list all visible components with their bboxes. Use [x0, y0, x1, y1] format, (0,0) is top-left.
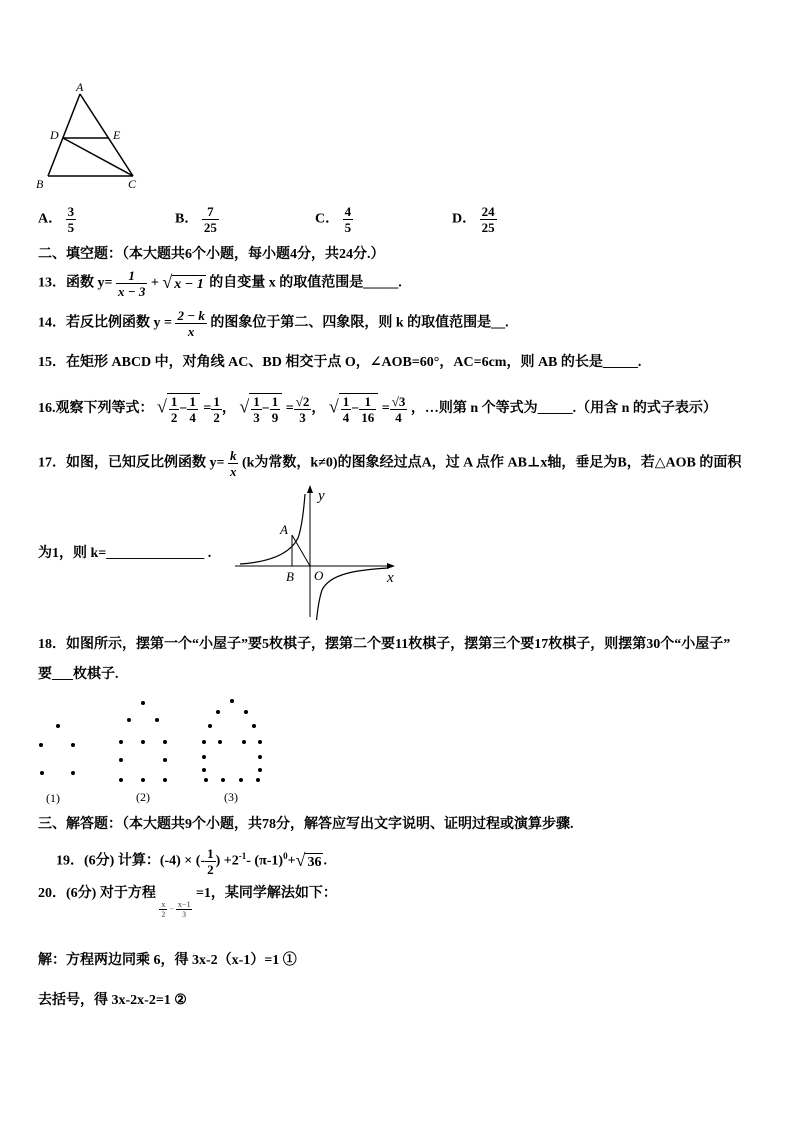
axis-x-label: x	[387, 570, 394, 586]
house-3	[202, 699, 262, 782]
house-2	[119, 701, 167, 782]
triangle-figure	[30, 80, 150, 195]
option-b: B． $\frac{7}{25}$	[175, 204, 217, 235]
dot-houses-figure	[30, 690, 280, 810]
section-3-heading: 三、解答题：（本大题共9个小题，共78分，解答应写出文字说明、证明过程或演算步骤.	[38, 817, 574, 832]
question-15: 15．在矩形 ABCD 中，对角线 AC、BD 相交于点 O，∠AOB=60°，AC=6cm，则 AB 的长是_____.	[38, 355, 642, 370]
option-c: C． $\frac{4}{5}$	[315, 204, 352, 235]
question-14: 14．若反比例函数 y = $\frac{2 - k}{x}$ 的图象位于第二、四象限，则 k 的取值范围是__.	[38, 308, 509, 339]
question-13: 13．函数 y= $\frac{1}{x - 3}$ + √ x − 1 的自变量 x 的取值范围是_____.	[38, 268, 402, 299]
label-C: C	[128, 177, 137, 191]
origin-label: O	[314, 568, 324, 583]
question-17-line1: 17．如图，已知反比例函数 y= $\frac{k}{x}$ (k为常数，k≠0)的图象经过点A，过 A 点作 AB⊥x轴，垂足为B，若△AOB 的面积	[38, 448, 742, 479]
house-1	[39, 724, 75, 775]
question-18-line1: 18．如图所示，摆第一个“小屋子”要5枚棋子，摆第二个要11枚棋子，摆第三个要17枚棋子，则摆第30个“小屋子”	[38, 637, 731, 652]
solution-line-1: 解：方程两边同乘 6，得 3x-2（x-1）=1 ①	[38, 953, 297, 968]
label-A: A	[76, 80, 84, 94]
question-20: 20．(6分) 对于方程 $\frac{x}{2}$ − $\frac{x-1}{3}$ =1，某同学解法如下：	[38, 886, 337, 919]
option-d: D． $\frac{24}{25}$	[452, 204, 495, 235]
figure-label-2: (2)	[136, 790, 150, 804]
label-D: D	[50, 128, 59, 142]
option-a: A． $\frac{3}{5}$	[38, 204, 75, 235]
figure-label-1: (1)	[46, 791, 60, 805]
label-E: E	[113, 128, 121, 142]
section-2-heading: 二、填空题：（本大题共6个小题，每小题4分，共24分.）	[38, 247, 385, 262]
label-B: B	[36, 177, 44, 191]
point-B-label: B	[286, 569, 294, 584]
axis-y-label: y	[318, 488, 325, 504]
question-19: 19．(6分) 计算：(-4) × (- $\frac{1}{2}$ ) $+2^{-1}-$ $(\pi-1)^0+√$ 36 .	[56, 846, 327, 877]
point-A-label: A	[280, 522, 288, 537]
figure-label-3: (3)	[224, 790, 238, 804]
question-16: 16.观察下列等式： √ $\frac{1}{2}$ − $\frac{1}{4}$ = $\frac{1}{2}$ ， √ $\frac{1}{3}$ − $\frac{1}{9}$ = $\frac{√2}{3}$ ， √ $\frac{1}{4}$ − $\frac{1}{16}$ = $\frac{√3}{4}$ ，…则第 n 个等式为_____.（用含 n 的式子表示）	[38, 393, 717, 425]
solution-line-2: 去括号，得 3x-2x-2=1 ②	[38, 993, 187, 1008]
question-17-line2: 为1，则 k=______________ .	[38, 546, 212, 561]
hyperbola-figure	[230, 482, 405, 620]
question-18-line2: 要___枚棋子.	[38, 667, 119, 682]
